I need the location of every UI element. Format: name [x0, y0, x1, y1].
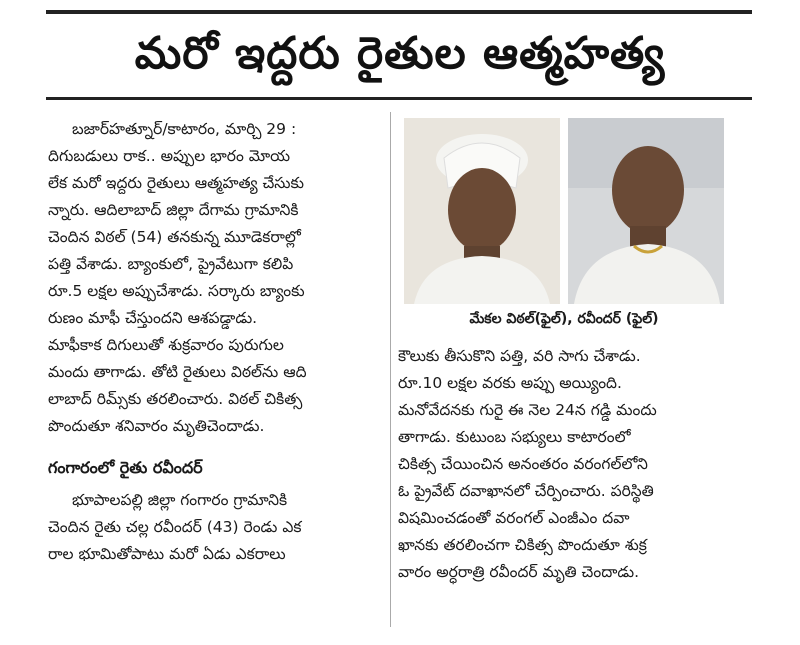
photo-vithal-illustration	[404, 118, 560, 304]
body-line: లాబాద్ రిమ్స్‌కు తరలించారు. విఠల్ చికిత్స	[48, 390, 303, 408]
body-line: మాఫీకాక దిగులుతో శుక్రవారం పురుగుల	[48, 336, 284, 354]
body-line: మనోవేదనకు గురై ఈ నెల 24న గడ్డి మందు	[398, 401, 657, 419]
body-line: ఖానకు తరలించగా చికిత్స పొందుతూ శుక్ర	[398, 536, 647, 554]
body-line: రూ.10 లక్షల వరకు అప్పు అయ్యింది.	[398, 374, 622, 392]
body-line: ఓ ప్రైవేట్ దవాఖానలో చేర్పించారు. పరిస్థితి	[398, 482, 654, 500]
body-line: చికిత్స చేయించిన అనంతరం వరంగల్‌లోని	[398, 455, 648, 473]
body-line: భూపాలపల్లి జిల్లా గంగారం గ్రామానికి	[72, 491, 288, 509]
subheading: గంగారంలో రైతు రవీందర్	[48, 458, 203, 477]
photo-vithal	[404, 118, 560, 304]
body-line: వారం అర్ధరాత్రి రవీందర్ మృతి చెందాడు.	[398, 563, 640, 581]
body-line: కౌలుకు తీసుకొని పత్తి, వరి సాగు చేశాడు.	[398, 347, 641, 365]
body-line: తాగాడు. కుటుంబ సభ్యులు కాటారంలో	[398, 428, 631, 446]
left-column	[48, 116, 384, 568]
headline: మరో ఇద్దరు రైతుల ఆత్మహత్య	[134, 28, 666, 79]
body-line: న్నారు. ఆదిలాబాద్ జిల్లా దేగామ గ్రామానికి	[48, 201, 299, 219]
body-line: చెందిన రైతు చల్ల రవీందర్ (43) రెండు ఎక	[48, 518, 302, 536]
body-line: లేక మరో ఇద్దరు రైతులు ఆత్మహత్య చేసుకు	[48, 174, 304, 192]
body-line: మందు తాగాడు. తోటి రైతులు విఠల్‌ను ఆది	[48, 363, 307, 381]
photo-ravinder	[568, 118, 724, 304]
body-line: రాల భూమితోపాటు మరో ఏడు ఎకరాలు	[48, 545, 286, 563]
photo-ravinder-illustration	[568, 118, 724, 304]
right-column	[398, 343, 728, 586]
body-line: రూ.5 లక్షల అప్పుచేశాడు. సర్కారు బ్యాంకు	[48, 282, 305, 300]
photo-caption: మేకల విఠల్(ఫైల్), రవీందర్ (ఫైల్)	[469, 311, 659, 327]
column-divider	[390, 112, 391, 627]
body-line: పొందుతూ శనివారం మృతిచెందాడు.	[48, 417, 265, 435]
body-line: రుణం మాఫీ చేస్తుందని ఆశపడ్డాడు.	[48, 309, 258, 327]
body-line: చెందిన విఠల్ (54) తనకున్న మూడెకరాల్లో	[48, 228, 301, 246]
body-line: విషమించడంతో వరంగల్ ఎంజీఎం దవా	[398, 509, 630, 527]
headline-underline	[46, 97, 752, 100]
body-line: దిగుబడులు రాక.. అప్పుల భారం మోయ	[48, 147, 291, 165]
body-line: పత్తి వేశాడు. బ్యాంకులో, ప్రైవేటుగా కలిపి	[48, 255, 294, 273]
dateline: బజార్‌హత్నూర్/కాటారం, మార్చి 29 :	[72, 120, 297, 138]
